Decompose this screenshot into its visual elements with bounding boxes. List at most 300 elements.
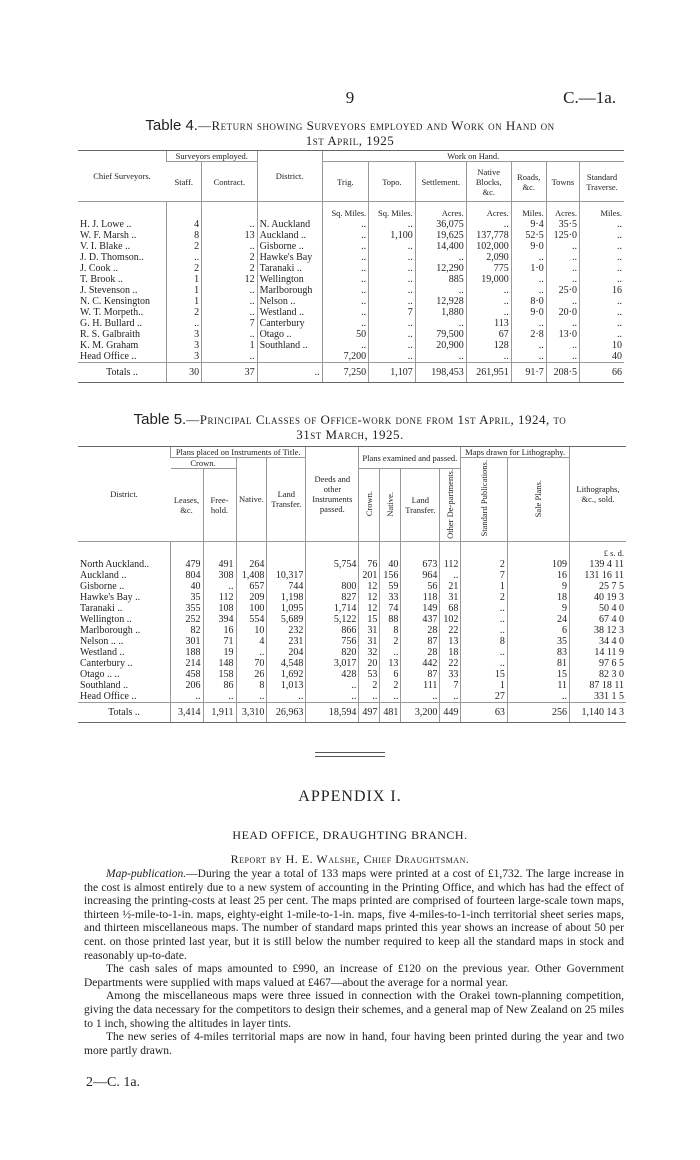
table5-cell: 74 xyxy=(380,603,401,614)
paragraph-1-text: —During the year a total of 133 maps were printed at a cost of £1,732. The large increase in the cost is almost entirely due to a new system of accounting in the Printing Office, and which has had the effect of increasing the printing-costs at least 25 per cent. The maps printed are comprised of fourteen large-scale town maps, thirteen ½-mile-to-1-in. maps, eighty-eight 1-mile-to-1-in. maps, five 4-miles-to-1-inch territorial sheet series maps, and thirteen miscellaneous maps. The number of standard maps printed this year shows an increase of about 50 per cent. on those printed last year, but it is still below the number required to keep all the standard maps in stock and reasonably up-to-date. xyxy=(84,868,624,962)
table4-cell: 9·0 xyxy=(511,241,546,252)
table5-row xyxy=(78,559,626,570)
table5-cell: 204 xyxy=(267,647,306,658)
table4-cell: 10 xyxy=(580,340,625,351)
table5-cell: 8 xyxy=(380,625,401,636)
table4-cell: .. xyxy=(369,263,416,274)
table5-cell: 22 xyxy=(440,625,461,636)
table5-cell: 657 xyxy=(236,581,267,592)
table5-cell: 71 xyxy=(203,636,236,647)
table5-cell: 4 xyxy=(236,636,267,647)
table4-cell: 7 xyxy=(202,318,258,329)
table4-cell: 12,928 xyxy=(415,296,466,307)
table4-cell: 16 xyxy=(580,285,625,296)
table4-cell: .. xyxy=(202,329,258,340)
table4-cell: 35·5 xyxy=(546,219,579,230)
table5-cell: .. xyxy=(507,691,569,703)
table5-cell: 800 xyxy=(306,581,359,592)
table4-cell: .. xyxy=(546,252,579,263)
table5-cell: 40 xyxy=(380,559,401,570)
table4-cell: V. I. Blake .. xyxy=(80,241,131,252)
table5-cell: 13 xyxy=(380,658,401,669)
col-district: District. xyxy=(257,151,322,202)
table5-cell: .. xyxy=(461,647,508,658)
table4-cell: 7 xyxy=(369,307,416,318)
table5-cell: 149 xyxy=(401,603,440,614)
table5-unit-cell xyxy=(461,541,508,559)
table5-cell: 81 xyxy=(507,658,569,669)
table5-cell: 97 6 5 xyxy=(570,658,627,669)
table5-cell: 87 xyxy=(401,669,440,680)
table4-cell: .. xyxy=(511,285,546,296)
col5-plans-group: Plans placed on Instruments of Title. xyxy=(171,447,306,458)
table5-cell: 10,317 xyxy=(267,570,306,581)
table4-row xyxy=(78,219,624,230)
table5-cell: 31 xyxy=(359,625,380,636)
table4-cell: 1,880 xyxy=(415,307,466,318)
table4-cell: K. M. Graham xyxy=(80,340,139,351)
table4-cell: 1·0 xyxy=(511,263,546,274)
table5-cell: 28 xyxy=(401,625,440,636)
table5-cell: Gisborne .. xyxy=(80,580,125,592)
table4-cell: 2,090 xyxy=(466,252,511,263)
table5-total-cell: 18,594 xyxy=(306,702,359,722)
table4-cell: .. xyxy=(580,252,625,263)
table5-cell: 2 xyxy=(380,636,401,647)
table4-unit-cell xyxy=(78,202,167,220)
col-work-group: Work on Hand. xyxy=(322,151,624,162)
table4-cell: .. xyxy=(322,307,369,318)
table4-cell: .. xyxy=(322,263,369,274)
table4-cell: 20·0 xyxy=(546,307,579,318)
table5-cell: 10 xyxy=(236,625,267,636)
table4-cell: .. xyxy=(466,285,511,296)
table5-cell: Nelson .. .. xyxy=(80,635,124,647)
table4-cell: .. xyxy=(369,329,416,340)
report-body xyxy=(84,868,624,1058)
table5-cell: 16 xyxy=(203,625,236,636)
col-contract: Contract. xyxy=(202,162,258,202)
table5-cell: 231 xyxy=(267,636,306,647)
col5-other-depts: Other De-partments. xyxy=(445,469,456,539)
table5-cell: 3,017 xyxy=(306,658,359,669)
table4-cell: .. xyxy=(580,230,625,241)
table5-cell: .. xyxy=(440,691,461,703)
table5-unit-cell xyxy=(401,541,440,559)
col5-ex-native: Native. xyxy=(385,491,396,517)
table5-cell: 827 xyxy=(306,592,359,603)
table5-total-cell: 3,310 xyxy=(236,702,267,722)
divider-rule-1 xyxy=(315,752,385,753)
table5-cell: 25 7 5 xyxy=(570,581,627,592)
table4-cell: 52·5 xyxy=(511,230,546,241)
col5-examined-group: Plans examined and passed. xyxy=(359,447,461,469)
table5-cell: 102 xyxy=(440,614,461,625)
table4-units-row xyxy=(78,202,624,220)
table4-total-cell: 37 xyxy=(202,363,258,383)
table4-cell: R. S. Galbraith xyxy=(80,329,140,340)
table5-cell: 13 xyxy=(440,636,461,647)
table5-cell: 139 4 11 xyxy=(570,559,627,570)
table4-row xyxy=(78,318,624,329)
table5-cell: 7 xyxy=(440,680,461,691)
divider-rule-2 xyxy=(315,756,385,757)
table4-cell: .. xyxy=(202,296,258,307)
table5-cell: 201 xyxy=(359,570,380,581)
table5-title xyxy=(0,412,700,442)
table4-cell: .. xyxy=(369,351,416,363)
table5-cell: 437 xyxy=(401,614,440,625)
table5-cell: 158 xyxy=(203,669,236,680)
table4-cell: 79,500 xyxy=(415,329,466,340)
table4-cell: Hawke's Bay xyxy=(257,252,322,263)
table5-cell: 491 xyxy=(203,559,236,570)
col5-maps-group: Maps drawn for Lithography. xyxy=(461,447,570,458)
table4-cell: .. xyxy=(415,285,466,296)
table5-cell: .. xyxy=(203,691,236,703)
table5-cell: 18 xyxy=(507,592,569,603)
table5-cell: 964 xyxy=(401,570,440,581)
table5-cell: 34 4 0 xyxy=(570,636,627,647)
table4-total-cell: 66 xyxy=(580,363,625,383)
table4-cell: 2 xyxy=(167,241,202,252)
table5-cell: 264 xyxy=(236,559,267,570)
col5-litho: Lithographs, &c., sold. xyxy=(570,447,627,542)
table4-cell: 9·4 xyxy=(511,219,546,230)
table4-title xyxy=(0,118,700,148)
table5-cell: 40 19 3 xyxy=(570,592,627,603)
table4-cell: 12,290 xyxy=(415,263,466,274)
col5-native: Native. xyxy=(236,458,267,542)
table4-cell: .. xyxy=(322,285,369,296)
table5-row xyxy=(78,669,626,680)
table5-cell: 86 xyxy=(203,680,236,691)
table4-cell: .. xyxy=(322,296,369,307)
table4-cell: 3 xyxy=(167,329,202,340)
table4-cell: .. xyxy=(369,274,416,285)
table5-total-cell: 3,200 xyxy=(401,702,440,722)
table5-cell: Hawke's Bay .. xyxy=(80,591,141,603)
table4-cell: .. xyxy=(466,307,511,318)
table5-cell: 15 xyxy=(461,669,508,680)
table5-total-cell: 1,140 14 3 xyxy=(570,702,627,722)
table4-cell: .. xyxy=(511,318,546,329)
table5-cell: 355 xyxy=(171,603,204,614)
table5-cell: 2 xyxy=(461,592,508,603)
table5-total-cell: 1,911 xyxy=(203,702,236,722)
table4-cell: 8·0 xyxy=(511,296,546,307)
appendix-heading: HEAD OFFICE, DRAUGHTING BRANCH. xyxy=(232,828,468,842)
table5-cell: 5,122 xyxy=(306,614,359,625)
table5-row xyxy=(78,581,626,592)
table5-unit-cell xyxy=(440,541,461,559)
table5-cell: 479 xyxy=(171,559,204,570)
table4-cell: 128 xyxy=(466,340,511,351)
table4-cell: .. xyxy=(369,219,416,230)
table5-row xyxy=(78,614,626,625)
table5-cell: North Auckland.. xyxy=(80,558,150,570)
table4-unit-cell: Acres. xyxy=(415,202,466,220)
table5-units-row xyxy=(78,541,626,559)
table4-unit-cell: Sq. Miles. xyxy=(369,202,416,220)
table5-cell: Taranaki .. xyxy=(80,602,123,614)
table5-cell: 100 xyxy=(236,603,267,614)
table5-cell: 31 xyxy=(359,636,380,647)
table4-unit-cell: Miles. xyxy=(511,202,546,220)
col5-ex-land-transfer: Land Transfer. xyxy=(401,469,440,542)
col-surveyors-group: Surveyors employed. xyxy=(167,151,258,162)
table5-cell: 20 xyxy=(359,658,380,669)
table4-unit-cell xyxy=(257,202,322,220)
table4-row xyxy=(78,307,624,318)
table4-cell: .. xyxy=(580,296,625,307)
table4-cell: 113 xyxy=(466,318,511,329)
table4-cell: 102,000 xyxy=(466,241,511,252)
table4-cell: 1,100 xyxy=(369,230,416,241)
table5-cell: 82 xyxy=(171,625,204,636)
table4-cell: H. J. Lowe .. xyxy=(80,219,132,230)
report-byline: Report by H. E. Walshe, Chief Draughtsman. xyxy=(230,852,470,866)
table4-cell: 125·0 xyxy=(546,230,579,241)
table5-cell: 32 xyxy=(359,647,380,658)
table5-cell: 87 xyxy=(401,636,440,647)
table5-unit-cell xyxy=(236,541,267,559)
table4-cell: 1 xyxy=(202,340,258,351)
table5-cell: .. xyxy=(203,581,236,592)
table4-cell: .. xyxy=(546,274,579,285)
table4 xyxy=(78,150,624,383)
table4-cell: .. xyxy=(202,241,258,252)
table5-unit-cell xyxy=(267,541,306,559)
table5-cell: 2 xyxy=(380,680,401,691)
table5-cell: .. xyxy=(236,691,267,703)
table4-cell: .. xyxy=(466,219,511,230)
table4-total-cell: 1,107 xyxy=(369,363,416,383)
table5-total-cell: 481 xyxy=(380,702,401,722)
col5-standard-pubs: Standard Publications. xyxy=(479,460,490,537)
table4-cell: .. xyxy=(580,274,625,285)
table4-cell: 2 xyxy=(167,263,202,274)
col-topo: Topo. xyxy=(369,162,416,202)
table4-cell: J. Cook .. xyxy=(80,263,119,274)
table4-cell: 25·0 xyxy=(546,285,579,296)
table5-unit-cell xyxy=(359,541,380,559)
table5-cell: Marlborough .. xyxy=(80,624,141,636)
table5-cell: .. xyxy=(380,691,401,703)
table4-cell: 2 xyxy=(202,252,258,263)
table5-row xyxy=(78,647,626,658)
table5-cell: 308 xyxy=(203,570,236,581)
page-code: C.—1a. xyxy=(563,88,616,107)
col5-ex-crown: Crown. xyxy=(364,491,375,517)
table5-cell: 442 xyxy=(401,658,440,669)
table5-cell: 59 xyxy=(380,581,401,592)
table4-cell: Marlborough xyxy=(257,285,322,296)
table5-cell: 67 4 0 xyxy=(570,614,627,625)
table4-cell: 1 xyxy=(167,285,202,296)
table5-cell: .. xyxy=(267,691,306,703)
footer-code: 2—C. 1a. xyxy=(86,1075,141,1090)
table5-cell xyxy=(267,559,306,570)
table4-cell: W. T. Morpeth.. xyxy=(80,307,144,318)
table5-cell: 1,095 xyxy=(267,603,306,614)
table5 xyxy=(78,446,626,723)
table5-cell: 21 xyxy=(440,581,461,592)
table4-cell: 14,400 xyxy=(415,241,466,252)
table4-cell: .. xyxy=(322,230,369,241)
table4-cell: Southland .. xyxy=(257,340,322,351)
col5-sale-plans: Sale Plans. xyxy=(533,479,544,518)
table5-cell: 88 xyxy=(380,614,401,625)
table4-cell: 3 xyxy=(167,340,202,351)
table4-cell: 20,900 xyxy=(415,340,466,351)
table4-cell: .. xyxy=(322,252,369,263)
table5-cell: 118 xyxy=(401,592,440,603)
table5-cell: 206 xyxy=(171,680,204,691)
table5-cell: .. xyxy=(401,691,440,703)
table5-unit-cell xyxy=(78,541,171,559)
table5-cell: 9 xyxy=(507,581,569,592)
table4-cell: .. xyxy=(511,252,546,263)
table4-total-cell: .. xyxy=(257,363,322,383)
table4-cell: .. xyxy=(546,296,579,307)
table4-cell: Westland .. xyxy=(257,307,322,318)
table4-cell: .. xyxy=(167,252,202,263)
table4-cell: .. xyxy=(466,351,511,363)
table5-cell: 109 xyxy=(507,559,569,570)
table4-cell: 19,625 xyxy=(415,230,466,241)
table5-cell: 56 xyxy=(401,581,440,592)
table5-cell: 33 xyxy=(380,592,401,603)
table5-cell: 148 xyxy=(203,658,236,669)
table5-cell: 18 xyxy=(440,647,461,658)
table5-cell: 15 xyxy=(359,614,380,625)
table5-unit-cell xyxy=(507,541,569,559)
table5-row xyxy=(78,625,626,636)
table5-cell: 14 11 9 xyxy=(570,647,627,658)
table4-cell: .. xyxy=(322,219,369,230)
table4-cell: .. xyxy=(415,318,466,329)
table4-cell: 8 xyxy=(167,230,202,241)
table5-cell: 8 xyxy=(461,636,508,647)
table5-cell: 232 xyxy=(267,625,306,636)
table4-unit-cell: Acres. xyxy=(546,202,579,220)
table5-total-cell: 256 xyxy=(507,702,569,722)
table4-cell: .. xyxy=(322,274,369,285)
table5-cell: 209 xyxy=(236,592,267,603)
table4-cell: Otago .. xyxy=(257,329,322,340)
table5-title-line1: —Principal Classes of Office-work done from 1st April, 1924, to xyxy=(186,412,567,427)
table5-cell: Auckland .. xyxy=(80,569,127,581)
table4-cell: T. Brook .. xyxy=(80,274,123,285)
table5-cell: 35 xyxy=(507,636,569,647)
table5-cell: 188 xyxy=(171,647,204,658)
table4-title-line1: —Return showing Surveyors employed and Work on Hand on xyxy=(197,118,555,133)
table4-cell: .. xyxy=(202,219,258,230)
table5-cell: 1,714 xyxy=(306,603,359,614)
table5-cell: 6 xyxy=(380,669,401,680)
table4-row xyxy=(78,241,624,252)
table5-cell: 108 xyxy=(203,603,236,614)
table5-cell: 252 xyxy=(171,614,204,625)
table5-cell: 1,013 xyxy=(267,680,306,691)
table4-cell: 775 xyxy=(466,263,511,274)
table4-unit-cell: Acres. xyxy=(466,202,511,220)
table4-cell: .. xyxy=(415,252,466,263)
table5-total-cell: 3,414 xyxy=(171,702,204,722)
table5-cell: 744 xyxy=(267,581,306,592)
table5-cell: 8 xyxy=(236,680,267,691)
table5-cell: 458 xyxy=(171,669,204,680)
table5-row xyxy=(78,636,626,647)
table5-cell: 756 xyxy=(306,636,359,647)
table5-cell: 111 xyxy=(401,680,440,691)
col-trig: Trig. xyxy=(322,162,369,202)
table5-cell: 12 xyxy=(359,603,380,614)
table4-row xyxy=(78,351,624,363)
table4-row xyxy=(78,340,624,351)
table5-cell: 5,689 xyxy=(267,614,306,625)
table4-cell: N. C. Kensington xyxy=(80,296,150,307)
table4-cell: 36,075 xyxy=(415,219,466,230)
table5-cell: 24 xyxy=(507,614,569,625)
table4-row xyxy=(78,252,624,263)
table4-unit-cell: Miles. xyxy=(580,202,625,220)
table4-row xyxy=(78,285,624,296)
table5-cell: 12 xyxy=(359,581,380,592)
table5-cell: 1,198 xyxy=(267,592,306,603)
table4-cell: 12 xyxy=(202,274,258,285)
table4-cell: .. xyxy=(546,241,579,252)
table4-cell: .. xyxy=(546,340,579,351)
table4-cell: 2·8 xyxy=(511,329,546,340)
page-number: 9 xyxy=(345,88,355,107)
table4-total-cell: 208·5 xyxy=(546,363,579,383)
table4-total-cell: 198,453 xyxy=(415,363,466,383)
table4-cell: Gisborne .. xyxy=(257,241,322,252)
table4-cell: .. xyxy=(511,340,546,351)
table5-cell: 394 xyxy=(203,614,236,625)
table5-cell: 40 xyxy=(171,581,204,592)
table5-cell: .. xyxy=(440,570,461,581)
table4-cell: 9·0 xyxy=(511,307,546,318)
table4-row xyxy=(78,263,624,274)
table4-cell: .. xyxy=(580,219,625,230)
table4-cell: J. D. Thomson.. xyxy=(80,252,144,263)
table5-unit-cell xyxy=(306,541,359,559)
col-settlement: Settlement. xyxy=(415,162,466,202)
table5-total-cell: 449 xyxy=(440,702,461,722)
table5-cell: Canterbury .. xyxy=(80,657,133,669)
table4-unit-cell: Sq. Miles. xyxy=(322,202,369,220)
table4-cell: W. F. Marsh .. xyxy=(80,230,137,241)
table5-totals-row xyxy=(78,702,626,722)
table5-row xyxy=(78,691,626,703)
table4-cell: 13·0 xyxy=(546,329,579,340)
table4-total-cell: 91·7 xyxy=(511,363,546,383)
table4-cell: Head Office .. xyxy=(80,351,137,362)
col5-deeds: Deeds and other Instruments passed. xyxy=(306,447,359,542)
table5-cell: 331 1 5 xyxy=(570,691,627,703)
table5-row xyxy=(78,603,626,614)
col-chief: Chief Surveyors. xyxy=(78,151,167,202)
table4-cell: 7,200 xyxy=(322,351,369,363)
col-native-blocks: Native Blocks, &c. xyxy=(466,162,511,202)
table5-cell: 214 xyxy=(171,658,204,669)
table4-total-cell: Totals .. xyxy=(78,363,167,383)
table4-cell: .. xyxy=(202,285,258,296)
table5-cell: 1 xyxy=(461,680,508,691)
